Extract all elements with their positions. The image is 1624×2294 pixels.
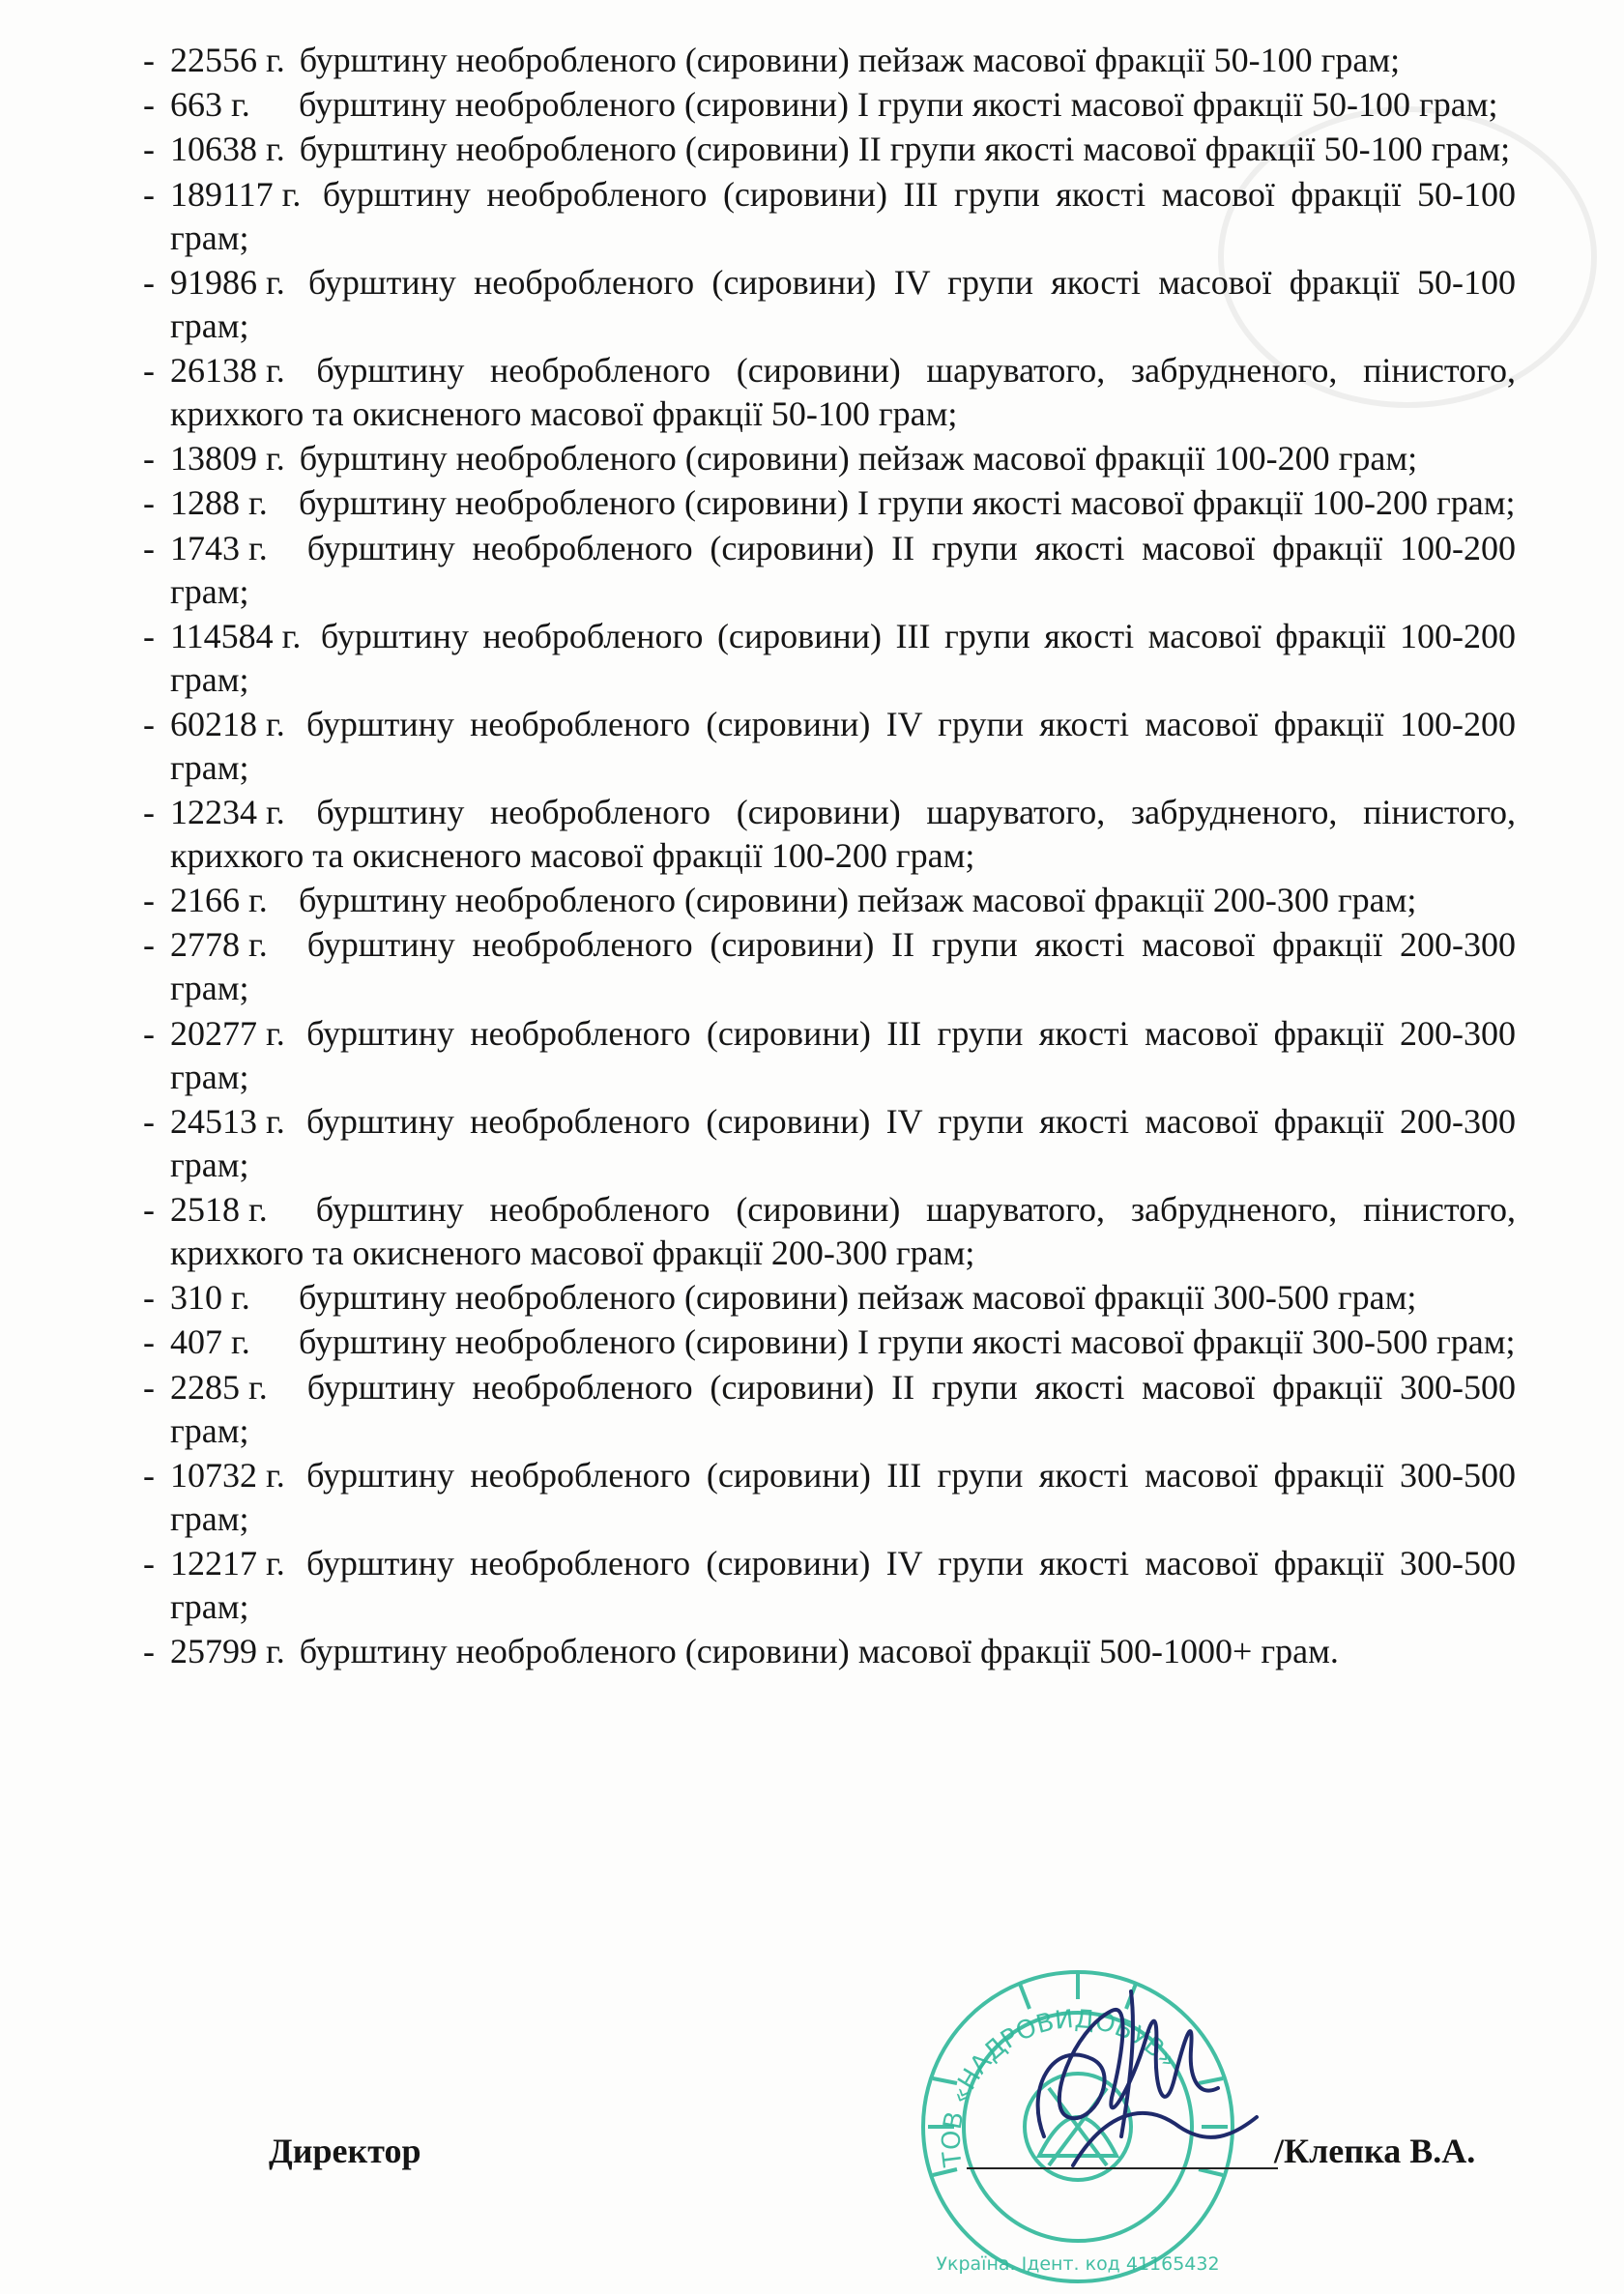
list-dash: -	[143, 704, 155, 743]
list-item	[143, 1321, 1516, 1364]
list-dash: -	[143, 41, 155, 79]
list-item	[143, 128, 1516, 171]
item-quantity: 10638 г.	[170, 130, 285, 169]
list-dash: -	[143, 1278, 155, 1318]
list-dash: -	[143, 793, 155, 832]
item-quantity: 407 г.	[170, 1322, 250, 1362]
item-quantity: 1288 г.	[170, 483, 268, 523]
item-description: бурштину необробленого (сировини) II групи якості масової фракції 200-300 грам;	[170, 925, 1517, 1008]
item-quantity: 2285 г.	[170, 1367, 268, 1407]
item-quantity: 91986 г.	[170, 262, 285, 302]
amber-list	[143, 39, 1516, 1674]
item-quantity: 26138 г.	[170, 350, 285, 390]
list-dash: -	[143, 1367, 155, 1407]
item-description: бурштину необробленого (сировини) III групи якості масової фракції 50-100 грам;	[170, 174, 1517, 257]
item-description: бурштину необробленого (сировини) II групи якості масової фракції 300-500 грам;	[170, 1367, 1517, 1450]
item-quantity: 24513 г.	[170, 1101, 285, 1141]
list-dash: -	[143, 1543, 155, 1583]
list-item	[143, 879, 1516, 922]
item-quantity: 10732 г.	[170, 1455, 285, 1495]
item-quantity: 1743 г.	[170, 528, 268, 567]
signature-row	[0, 2117, 1624, 2175]
item-description: бурштину необробленого (сировини) III групи якості масової фракції 300-500 грам;	[170, 1455, 1516, 1538]
item-description: бурштину необробленого (сировини) I групи якості масової фракції 300-500 грам;	[299, 1322, 1516, 1362]
list-item	[143, 527, 1516, 614]
list-dash: -	[143, 616, 155, 655]
list-item	[143, 703, 1516, 790]
list-item	[143, 1276, 1516, 1320]
list-dash: -	[143, 483, 155, 523]
item-quantity: 25799 г.	[170, 1632, 285, 1671]
list-item	[143, 1454, 1516, 1541]
list-item	[143, 349, 1516, 436]
item-description: бурштину необробленого (сировини) пейзаж масової фракції 100-200 грам;	[299, 439, 1418, 479]
list-dash: -	[143, 350, 155, 390]
item-quantity: 310 г.	[170, 1278, 250, 1318]
item-description: бурштину необробленого (сировини) I групи якості масової фракції 50-100 грам;	[299, 85, 1498, 125]
list-item	[143, 1542, 1516, 1629]
list-dash: -	[143, 528, 155, 567]
item-description: бурштину необробленого (сировини) IV групи якості масової фракції 50-100 грам;	[170, 262, 1517, 345]
list-item	[143, 1100, 1516, 1187]
list-item	[143, 173, 1516, 260]
item-description: бурштину необробленого (сировини) III групи якості масової фракції 100-200 грам;	[170, 616, 1517, 699]
item-quantity: 663 г.	[170, 85, 250, 125]
item-description: бурштину необробленого (сировини) пейзаж масової фракції 300-500 грам;	[299, 1278, 1417, 1318]
item-description: бурштину необробленого (сировини) II групи якості масової фракції 50-100 грам;	[299, 130, 1511, 169]
list-dash: -	[143, 1190, 155, 1229]
list-item	[143, 923, 1516, 1010]
item-description: бурштину необробленого (сировини) пейзаж масової фракції 50-100 грам;	[299, 41, 1401, 79]
item-quantity: 189117 г.	[170, 174, 302, 214]
item-quantity: 114584 г.	[170, 616, 302, 655]
item-description: бурштину необробленого (сировини) I групи якості масової фракції 100-200 грам;	[299, 483, 1516, 523]
list-dash: -	[143, 1101, 155, 1141]
item-description: бурштину необробленого (сировини) IV групи якості масової фракції 200-300 грам;	[170, 1101, 1517, 1184]
item-description: бурштину необробленого (сировини) шаруватого, забрудненого, пінистого, крихкого та окисненого масової фракції 100-200 грам;	[170, 793, 1516, 876]
list-dash: -	[143, 1322, 155, 1362]
item-description: бурштину необробленого (сировини) IV групи якості масової фракції 100-200 грам;	[170, 704, 1517, 787]
item-description: бурштину необробленого (сировини) II групи якості масової фракції 100-200 грам;	[170, 528, 1517, 611]
list-item	[143, 615, 1516, 702]
list-item	[143, 481, 1516, 525]
list-dash: -	[143, 1013, 155, 1053]
list-item	[143, 1188, 1516, 1275]
list-item	[143, 791, 1516, 878]
list-dash: -	[143, 1632, 155, 1671]
item-description: бурштину необробленого (сировини) III групи якості масової фракції 200-300 грам;	[170, 1013, 1516, 1096]
list-item	[143, 39, 1516, 82]
list-item	[143, 261, 1516, 348]
list-dash: -	[143, 925, 155, 965]
item-quantity: 12234 г.	[170, 793, 285, 832]
item-quantity: 60218 г.	[170, 704, 285, 743]
item-quantity: 2778 г.	[170, 925, 268, 965]
item-description: бурштину необробленого (сировини) масової фракції 500-1000+ грам.	[299, 1632, 1339, 1671]
item-quantity: 20277 г.	[170, 1013, 285, 1053]
list-item	[143, 1366, 1516, 1453]
stamp-code-text: Україна. Ідент. код 41165432	[936, 2253, 1220, 2275]
list-item	[143, 437, 1516, 480]
stamp-text: ТОВ «НАДРОВИДОБУВ»	[937, 2004, 1183, 2168]
director-name: /Клепка В.А.	[1274, 2132, 1476, 2170]
item-quantity: 2166 г.	[170, 881, 268, 920]
item-quantity: 13809 г.	[170, 439, 285, 479]
item-quantity: 22556 г.	[170, 41, 285, 79]
item-quantity: 2518 г.	[170, 1190, 268, 1229]
signature-line	[967, 2167, 1278, 2169]
item-description: бурштину необробленого (сировини) шаруватого, забрудненого, пінистого, крихкого та окисненого масової фракції 200-300 грам;	[170, 1190, 1516, 1272]
list-dash: -	[143, 174, 155, 214]
list-dash: -	[143, 130, 155, 169]
list-item	[143, 1012, 1516, 1099]
list-dash: -	[143, 262, 155, 302]
list-dash: -	[143, 85, 155, 125]
item-description: бурштину необробленого (сировини) шаруватого, забрудненого, пінистого, крихкого та окисненого масової фракції 50-100 грам;	[170, 350, 1516, 433]
item-description: бурштину необробленого (сировини) пейзаж масової фракції 200-300 грам;	[299, 881, 1417, 920]
list-dash: -	[143, 1455, 155, 1495]
item-description: бурштину необробленого (сировини) IV групи якості масової фракції 300-500 грам;	[170, 1543, 1517, 1626]
director-title: Директор	[269, 2132, 421, 2170]
list-dash: -	[143, 881, 155, 920]
list-item	[143, 1630, 1516, 1673]
list-dash: -	[143, 439, 155, 479]
item-quantity: 12217 г.	[170, 1543, 285, 1583]
list-item	[143, 83, 1516, 127]
